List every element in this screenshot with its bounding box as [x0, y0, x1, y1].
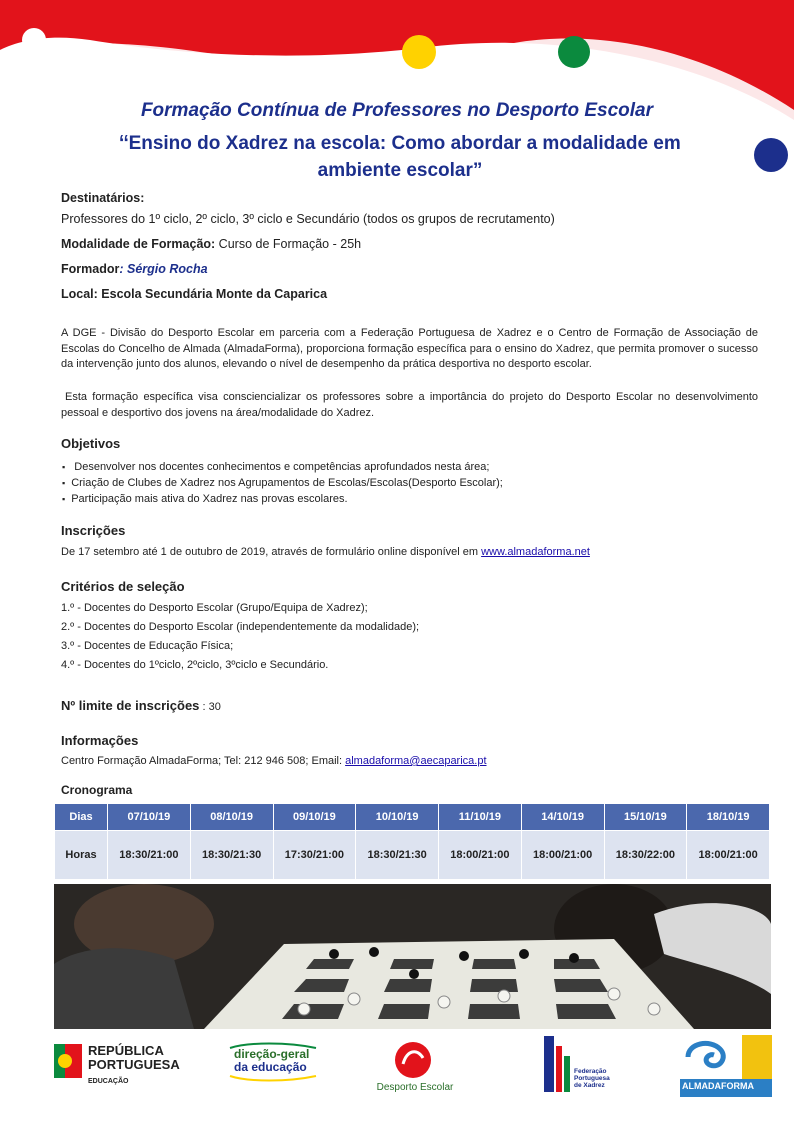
criterios-heading: Critérios de seleção — [61, 579, 185, 594]
title-line-3: ambiente escolar” — [317, 160, 483, 181]
open-quote: “ — [119, 129, 129, 160]
schedule-hours: 17:30/21:00 — [273, 831, 356, 880]
almadaforma-link[interactable]: www.almadaforma.net — [481, 546, 590, 558]
chess-photo-illustration — [54, 884, 771, 1029]
desporto-escolar-icon — [391, 1040, 435, 1080]
fpx-line-2: Portuguesa — [574, 1075, 610, 1082]
schedule-hours: 18:30/21:30 — [190, 831, 273, 880]
description-paragraph-1: A DGE - Divisão do Desporto Escolar em parceria com a Federação Portuguesa de Xadrez e o Centro de Formação de Associação de Escolas do Concelho de Almada (AlmadaForma), proporciona formação específica para o ensino do Xadrez, que permita promover o sucesso da intervenção junto dos alunos, elevando o nível de desempenho da prática desportiva no desporto escolar. — [61, 327, 758, 371]
republica-line-3: EDUCAÇÃO — [88, 1078, 129, 1085]
yellow-dot — [402, 35, 436, 69]
formador-label: Formador — [61, 262, 120, 276]
row-label-horas: Horas — [55, 831, 108, 880]
dge-line-1: direção-geral — [234, 1047, 310, 1061]
schedule-hours: 18:30/22:00 — [604, 831, 687, 880]
schedule-hours: 18:00/21:00 — [687, 831, 770, 880]
desporto-escolar-text: Desporto Escolar — [376, 1082, 454, 1093]
formador-line — [61, 262, 208, 276]
objetivo-item: ▪ Desenvolver nos docentes conhecimentos e competências aprofundados nesta área; — [62, 461, 489, 473]
title-line-1: Formação Contínua de Professores no Desporto Escolar — [140, 100, 654, 121]
formador-value: : Sérgio Rocha — [119, 262, 208, 276]
row-label-dias: Dias — [55, 804, 108, 831]
informacoes-heading: Informações — [61, 733, 139, 748]
modalidade-label: Modalidade de Formação: — [61, 237, 216, 251]
destinatarios-value: Professores do 1º ciclo, 2º ciclo, 3º ciclo e Secundário (todos os grupos de recrutamento) — [61, 212, 555, 226]
schedule-day: 18/10/19 — [687, 804, 770, 831]
schedule-day: 10/10/19 — [356, 804, 439, 831]
objetivo-item: ▪ Participação mais ativa do Xadrez nas provas escolares. — [62, 493, 348, 505]
fpx-line-1: Federação — [574, 1068, 607, 1075]
informacoes-line — [61, 755, 487, 767]
schedule-hours: 18:00/21:00 — [439, 831, 522, 880]
fpx-logo — [540, 1036, 620, 1096]
modalidade-line — [61, 237, 361, 251]
chess-photo — [54, 884, 771, 1029]
criterio-item: 4.º - Docentes do 1ºciclo, 2ºciclo, 3ºciclo e Secundário. — [61, 659, 329, 671]
almadaforma-logo — [680, 1035, 772, 1097]
flag-emblem-icon — [54, 1044, 82, 1078]
schedule-row-dias — [55, 804, 770, 831]
schedule-day: 11/10/19 — [439, 804, 522, 831]
navy-dot — [754, 138, 788, 172]
schedule-hours: 18:30/21:00 — [108, 831, 191, 880]
main-title — [60, 131, 740, 184]
desporto-escolar-logo — [365, 1040, 465, 1095]
limite-value: : 30 — [199, 701, 221, 713]
schedule-day: 09/10/19 — [273, 804, 356, 831]
description-paragraph-2: Esta formação específica visa consciencializar os professores sobre a importância do projeto do Desporto Escolar no desenvolvimento pessoal e desportivo dos jovens na área/modalidade do Xadrez. — [61, 391, 758, 419]
criterio-item: 1.º - Docentes do Desporto Escolar (Grupo/Equipa de Xadrez); — [61, 602, 368, 614]
objetivo-item: ▪ Criação de Clubes de Xadrez nos Agrupamentos de Escolas/Escolas(Desporto Escolar); — [62, 477, 503, 489]
local-label: Local: Escola Secundária Monte da Caparica — [61, 287, 328, 301]
inscricoes-heading: Inscrições — [61, 523, 126, 538]
green-dot — [558, 36, 590, 68]
objetivos-heading: Objetivos — [61, 436, 121, 451]
informacoes-text: Centro Formação AlmadaForma; Tel: 212 946 508; Email: — [61, 755, 346, 767]
email-link[interactable]: almadaforma@aecaparica.pt — [345, 755, 487, 767]
schedule-hours: 18:30/21:30 — [356, 831, 439, 880]
schedule-day: 14/10/19 — [521, 804, 604, 831]
inscricoes-line — [61, 546, 590, 558]
modalidade-value: Curso de Formação - 25h — [215, 237, 362, 251]
schedule-row-horas — [55, 831, 770, 880]
title-line-2: Ensino do Xadrez na escola: Como abordar a modalidade em — [128, 133, 681, 154]
republica-portuguesa-logo — [54, 1040, 184, 1095]
limite-label: Nº limite de inscrições — [61, 698, 200, 713]
limite-line — [61, 698, 221, 713]
chess-knight-icon — [540, 1036, 576, 1092]
destinatarios-label: Destinatários: — [61, 191, 145, 205]
criterio-item: 2.º - Docentes do Desporto Escolar (independentemente da modalidade); — [61, 621, 420, 633]
criterio-item: 3.º - Docentes de Educação Física; — [61, 640, 234, 652]
dge-line-2: da educação — [234, 1060, 307, 1074]
fpx-line-3: de Xadrez — [574, 1082, 605, 1089]
schedule-table — [54, 803, 770, 880]
almadaforma-text: ALMADAFORMA — [682, 1081, 754, 1091]
schedule-hours: 18:00/21:00 — [521, 831, 604, 880]
schedule-day: 15/10/19 — [604, 804, 687, 831]
cronograma-heading: Cronograma — [61, 783, 133, 797]
schedule-day: 08/10/19 — [190, 804, 273, 831]
republica-line-2: PORTUGUESA — [88, 1057, 180, 1072]
inscricoes-text: De 17 setembro até 1 de outubro de 2019, através de formulário online disponível em — [61, 546, 482, 558]
schedule-day: 07/10/19 — [108, 804, 191, 831]
republica-line-1: REPÚBLICA — [88, 1043, 164, 1058]
dge-logo — [228, 1042, 318, 1082]
